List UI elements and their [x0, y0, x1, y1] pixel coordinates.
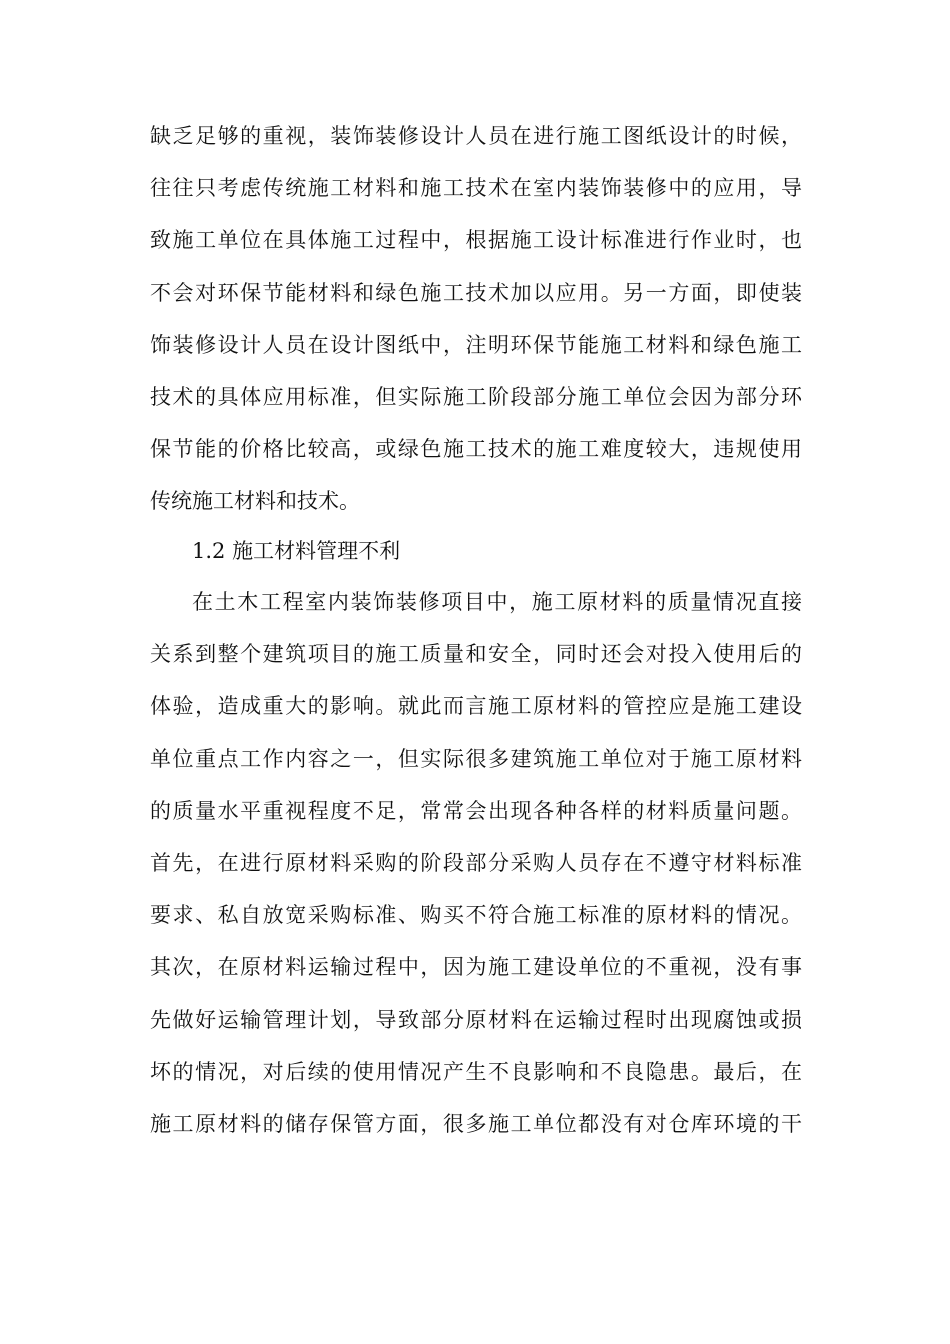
paragraph-2-line-3: 体验，造成重大的影响。就此而言施工原材料的管控应是施工建设 [150, 694, 802, 719]
paragraph-1-line-3: 致施工单位在具体施工过程中，根据施工设计标准进行作业时，也 [150, 228, 802, 253]
paragraph-1-line-1: 缺乏足够的重视，装饰装修设计人员在进行施工图纸设计的时候， [150, 124, 802, 148]
section-heading: 1.2 施工材料管理不利 [192, 539, 401, 563]
paragraph-2-line-6: 首先，在进行原材料采购的阶段部分采购人员存在不遵守材料标准 [150, 850, 802, 875]
paragraph-2-line-2: 关系到整个建筑项目的施工质量和安全，同时还会对投入使用后的 [150, 642, 802, 667]
paragraph-1-line-6: 技术的具体应用标准，但实际施工阶段部分施工单位会因为部分环 [150, 384, 802, 409]
paragraph-2-line-4: 单位重点工作内容之一，但实际很多建筑施工单位对于施工原材料 [150, 746, 802, 771]
paragraph-1-line-4: 不会对环保节能材料和绿色施工技术加以应用。另一方面，即使装 [150, 280, 802, 305]
paragraph-2-line-5: 的质量水平重视程度不足，常常会出现各种各样的材料质量问题。 [150, 798, 802, 823]
paragraph-2-line-8: 其次，在原材料运输过程中，因为施工建设单位的不重视，没有事 [150, 955, 802, 980]
paragraph-1-line-2: 往往只考虑传统施工材料和施工技术在室内装饰装修中的应用，导 [150, 176, 802, 201]
paragraph-2-line-11: 施工原材料的储存保管方面，很多施工单位都没有对仓库环境的干 [150, 1111, 802, 1136]
paragraph-2-line-1: 在土木工程室内装饰装修项目中，施工原材料的质量情况直接 [192, 590, 802, 614]
paragraph-2 [150, 576, 802, 1150]
paragraph-1 [150, 110, 802, 528]
paragraph-2-line-9: 先做好运输管理计划，导致部分原材料在运输过程时出现腐蚀或损 [150, 1007, 802, 1032]
paragraph-2-line-10: 坏的情况，对后续的使用情况产生不良影响和不良隐患。最后，在 [150, 1059, 802, 1084]
paragraph-1-line-5: 饰装修设计人员在设计图纸中，注明环保节能施工材料和绿色施工 [150, 332, 802, 357]
paragraph-1-line-8: 传统施工材料和技术。 [150, 489, 360, 514]
paragraph-2-line-7: 要求、私自放宽采购标准、购买不符合施工标准的原材料的情况。 [150, 903, 802, 928]
paragraph-1-line-7: 保节能的价格比较高，或绿色施工技术的施工难度较大，违规使用 [150, 437, 802, 462]
